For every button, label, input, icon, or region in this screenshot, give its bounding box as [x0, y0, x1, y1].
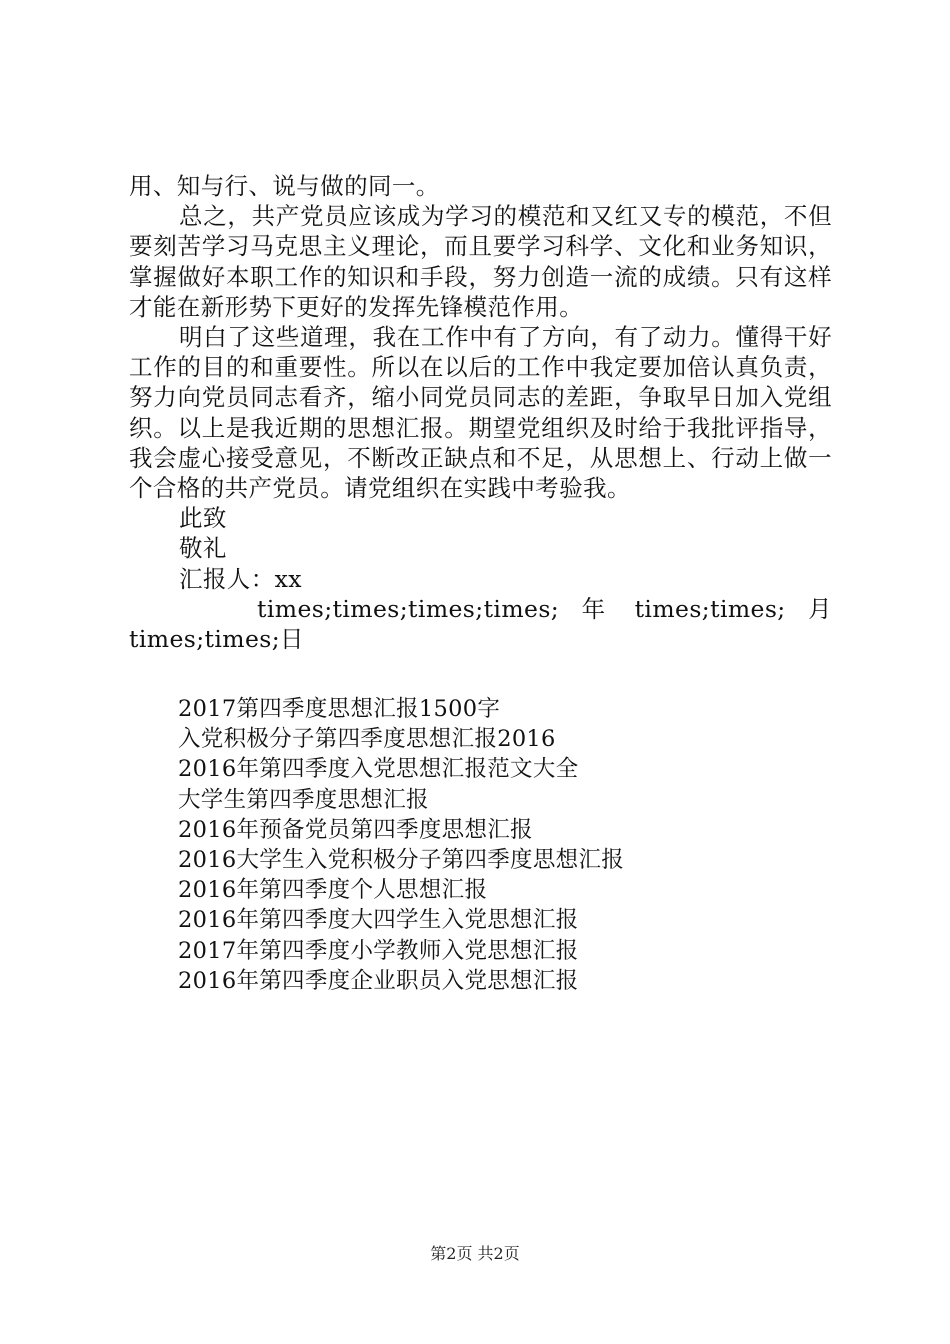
related-link[interactable]: 2016大学生入党积极分子第四季度思想汇报 [178, 847, 625, 874]
related-link[interactable]: 2016年第四季度企业职员入党思想汇报 [178, 967, 579, 994]
related-link[interactable]: 2016年预备党员第四季度思想汇报 [178, 816, 533, 843]
paragraph-continuation: 用、知与行、说与做的同一。 [129, 172, 440, 200]
related-link[interactable]: 2016年第四季度入党思想汇报范文大全 [178, 756, 579, 783]
related-link[interactable]: 2017年第四季度小学教师入党思想汇报 [178, 937, 579, 964]
paragraph-resolution: 明白了这些道理，我在工作中有了方向，有了动力。懂得干好工作的目的和重要性。所以在以后的工作中我定要加倍认真负责，努力向党员同志看齐，缩小同党员同志的差距，争取早日加入党组织。以上是我近期的思想汇报。期望党组织及时给于我批评指导，我会虚心接受意见，不断改正缺点和不足，从思想上、行动上做一个合格的共产党员。请党组织在实践中考验我。 [129, 323, 832, 503]
related-link[interactable]: 2016年第四季度个人思想汇报 [178, 877, 488, 904]
related-link[interactable]: 入党积极分子第四季度思想汇报2016 [178, 726, 556, 753]
paragraph-summary: 总之，共产党员应该成为学习的模范和又红又专的模范，不但要刻苦学习马克思主义理论，而且要学习科学、文化和业务知识，掌握做好本职工作的知识和手段，努力创造一流的成绩。只有这样才能在新形势下更好的发挥先锋模范作用。 [129, 202, 832, 321]
related-link[interactable]: 2017第四季度思想汇报1500字 [178, 696, 501, 722]
salutation-jing-li: 敬礼 [179, 534, 227, 563]
salutation-ci-zhi: 此致 [179, 504, 227, 533]
reporter-name: 汇报人：xx [179, 564, 302, 593]
related-link[interactable]: 大学生第四季度思想汇报 [178, 786, 429, 813]
document-body [129, 171, 832, 654]
related-link[interactable]: 2016年第四季度大四学生入党思想汇报 [178, 907, 579, 934]
page-number-footer: 第2页 共2页 [430, 1244, 520, 1263]
report-date: times;times;times;times; 年 times;times; 月 times;times;日 [129, 594, 832, 654]
related-links-list [178, 694, 798, 996]
